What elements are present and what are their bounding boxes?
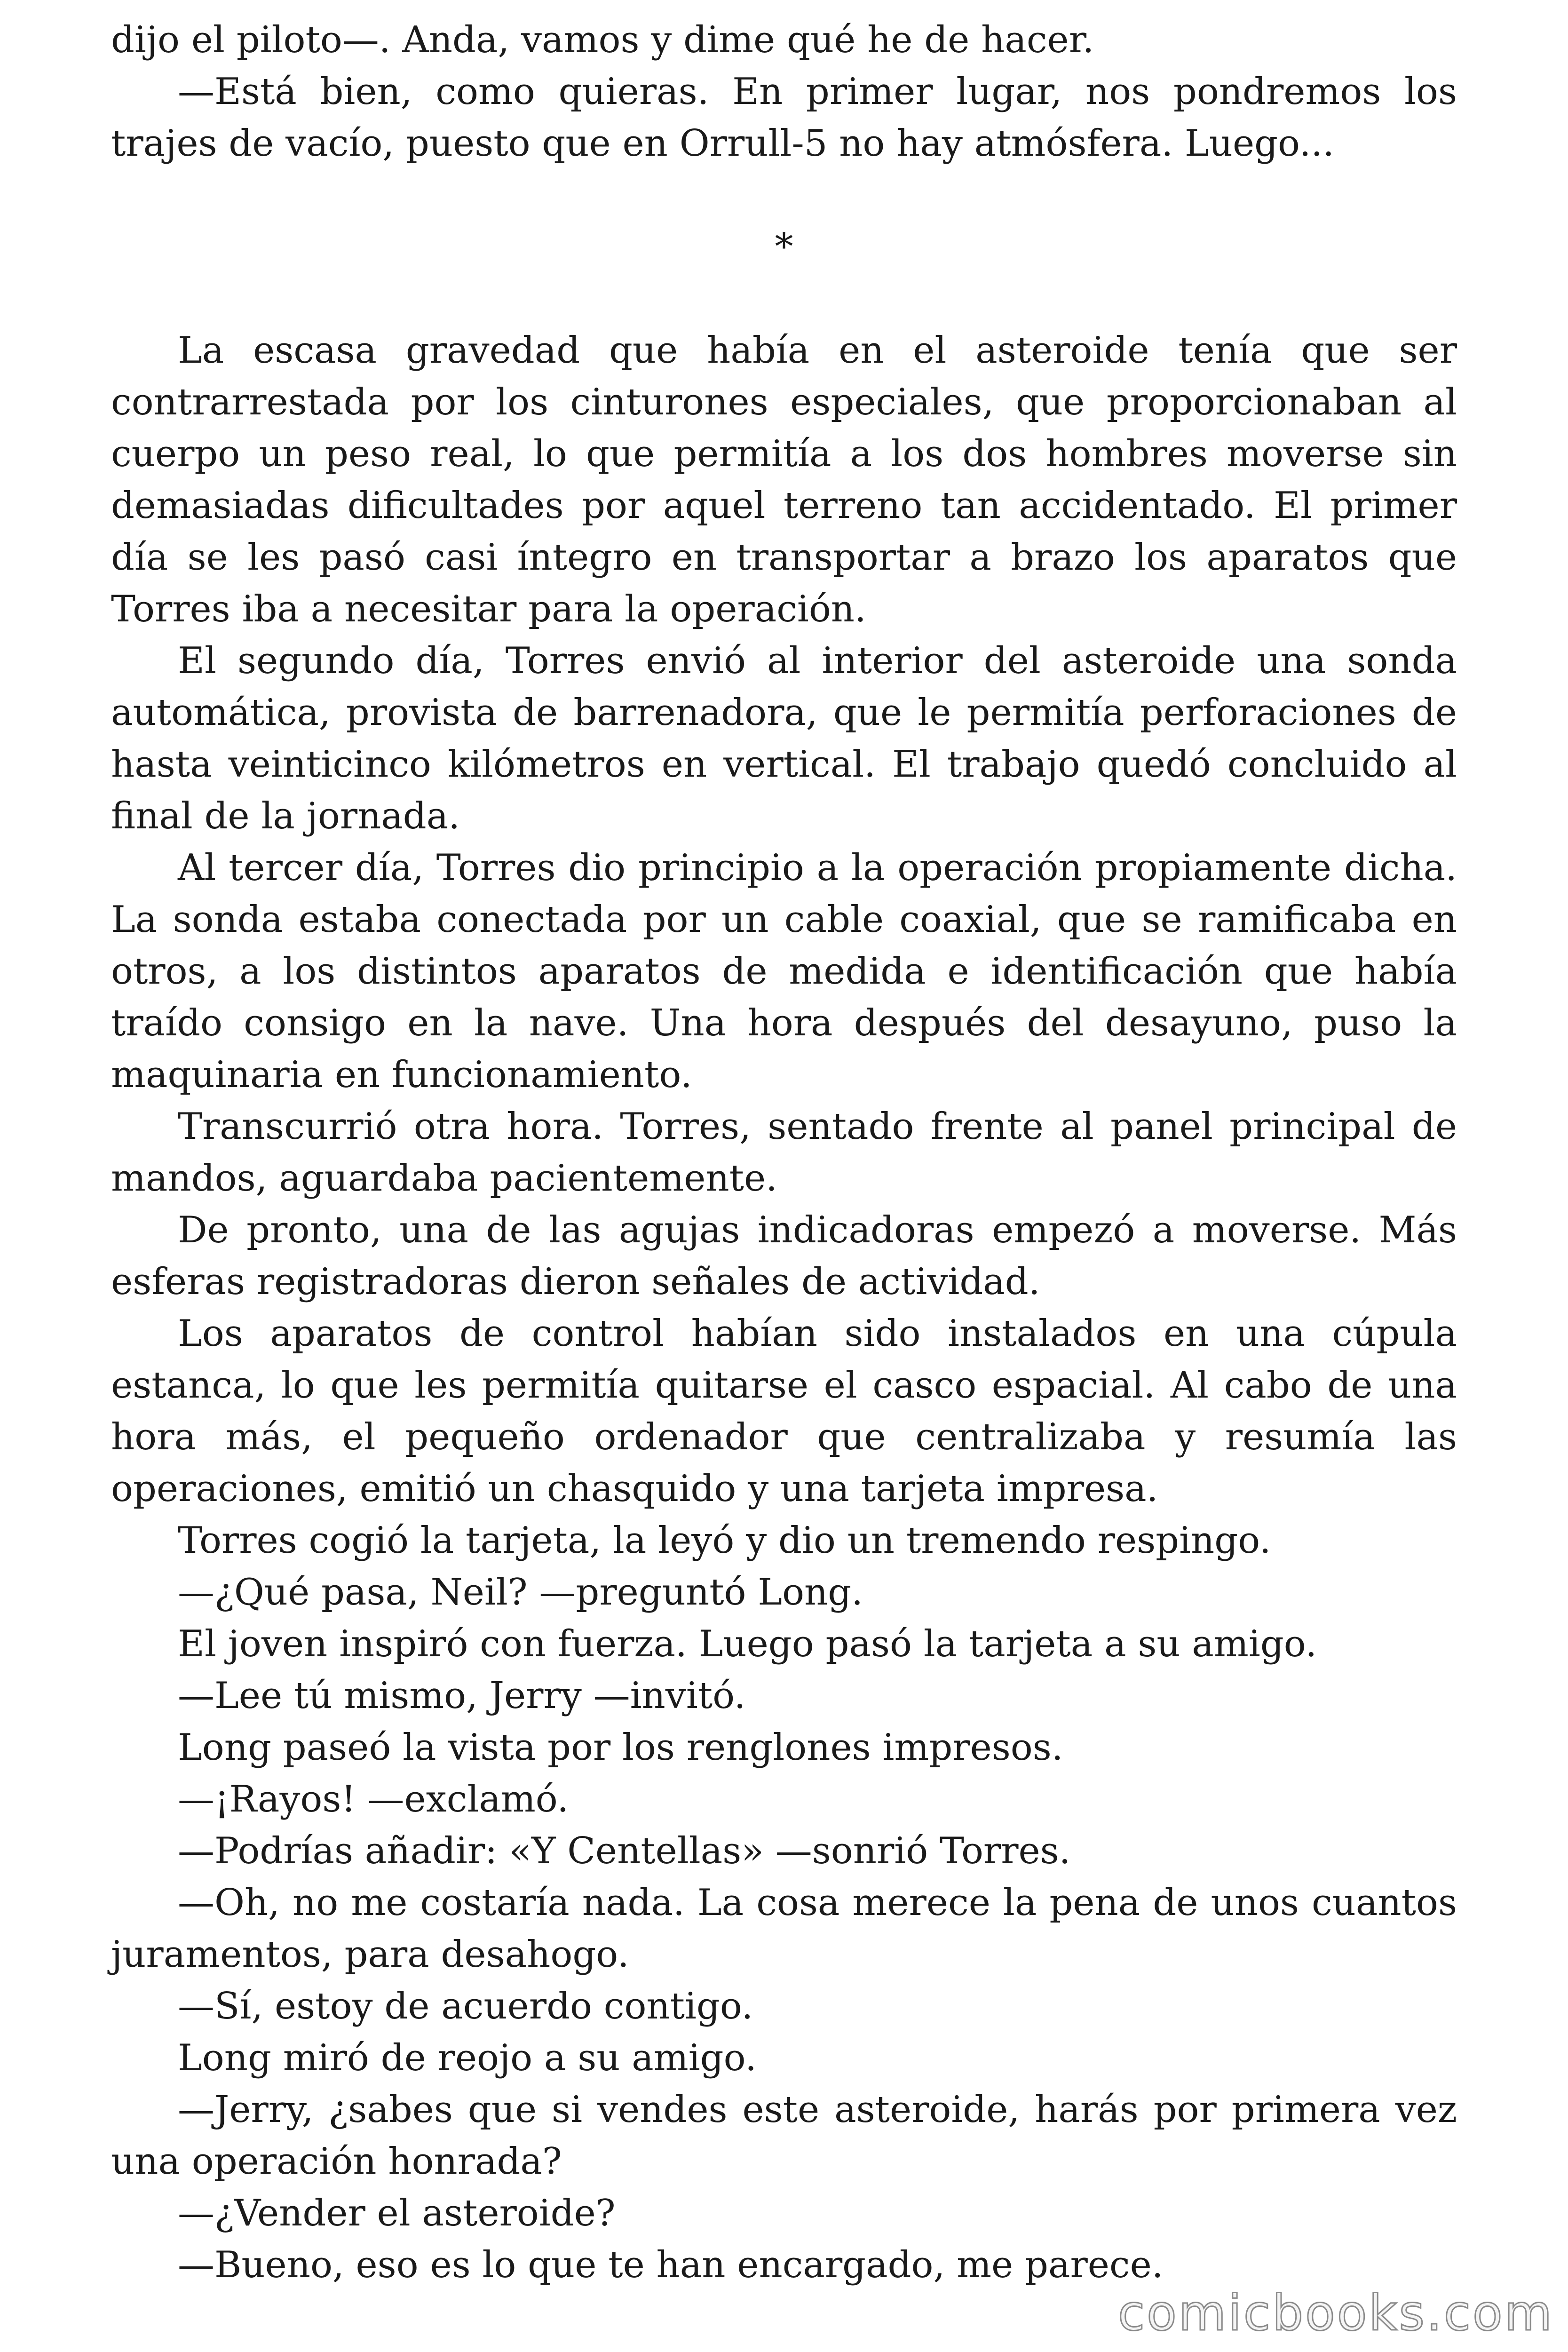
paragraph: Long miró de reojo a su amigo. [178, 2037, 757, 2079]
dialogue-line: —Bueno, eso es lo que te han encargado, me parece. [178, 2244, 1164, 2286]
dialogue-line: —Sí, estoy de acuerdo contigo. [178, 1985, 753, 2027]
paragraph: La escasa gravedad que había en el asteroide tenía que ser contrarrestada por los cinturones especiales, que proporcionaban al cuerpo un peso real, lo que permitía a los dos hombres moverse sin demasiadas dificultades por aquel terreno tan accidentado. El primer día se les pasó casi íntegro en transportar a brazo los aparatos que Torres iba a necesitar para la operación. [111, 329, 1457, 630]
paragraph: El segundo día, Torres envió al interior del asteroide una sonda automática, provista de barrenadora, que le permitía perforaciones de hasta veinticinco kilómetros en vertical. El trabajo quedó concluido al final de la jornada. [111, 640, 1457, 837]
paragraph: De pronto, una de las agujas indicadoras empezó a moverse. Más esferas registradoras dieron señales de actividad. [111, 1209, 1457, 1303]
dialogue-line: —Jerry, ¿sabes que si vendes este asteroide, harás por primera vez una operación honrada? [111, 2089, 1457, 2183]
paragraph-continuation: dijo el piloto—. Anda, vamos y dime qué he de hacer. [111, 19, 1094, 61]
paragraph: Al tercer día, Torres dio principio a la operación propiamente dicha. La sonda estaba conectada por un cable coaxial, que se ramificaba en otros, a los distintos aparatos de medida e identificación que había traído consigo en la nave. Una hora después del desayuno, puso la maquinaria en funcionamiento. [111, 847, 1457, 1096]
section-separator: * [775, 226, 793, 268]
watermark: comicbooks.com [1117, 2284, 1554, 2342]
dialogue-line: —Oh, no me costaría nada. La cosa merece la pena de unos cuantos juramentos, para desahogo. [111, 1882, 1457, 1976]
dialogue-line: —¿Vender el asteroide? [178, 2192, 616, 2234]
paragraph: Torres cogió la tarjeta, la leyó y dio un tremendo respingo. [178, 1519, 1271, 1562]
dialogue-line: —¿Qué pasa, Neil? —preguntó Long. [178, 1571, 863, 1613]
dialogue-line: —¡Rayos! —exclamó. [178, 1778, 569, 1820]
dialogue-line: —Podrías añadir: «Y Centellas» —sonrió Torres. [178, 1830, 1071, 1872]
paragraph: El joven inspiró con fuerza. Luego pasó la tarjeta a su amigo. [178, 1623, 1317, 1665]
paragraph: Long paseó la vista por los renglones impresos. [178, 1726, 1063, 1769]
dialogue-line: —Lee tú mismo, Jerry —invitó. [178, 1675, 746, 1717]
paragraph: Los aparatos de control habían sido instalados en una cúpula estanca, lo que les permitía quitarse el casco espacial. Al cabo de una hora más, el pequeño ordenador que centralizaba y resumía las operaciones, emitió un chasquido y una tarjeta impresa. [111, 1312, 1457, 1510]
book-page [111, 14, 1457, 2291]
paragraph: Transcurrió otra hora. Torres, sentado frente al panel principal de mandos, aguardaba pacientemente. [111, 1105, 1457, 1200]
paragraph: —Está bien, como quieras. En primer lugar, nos pondremos los trajes de vacío, puesto que en Orrull-5 no hay atmósfera. Luego... [111, 71, 1457, 165]
